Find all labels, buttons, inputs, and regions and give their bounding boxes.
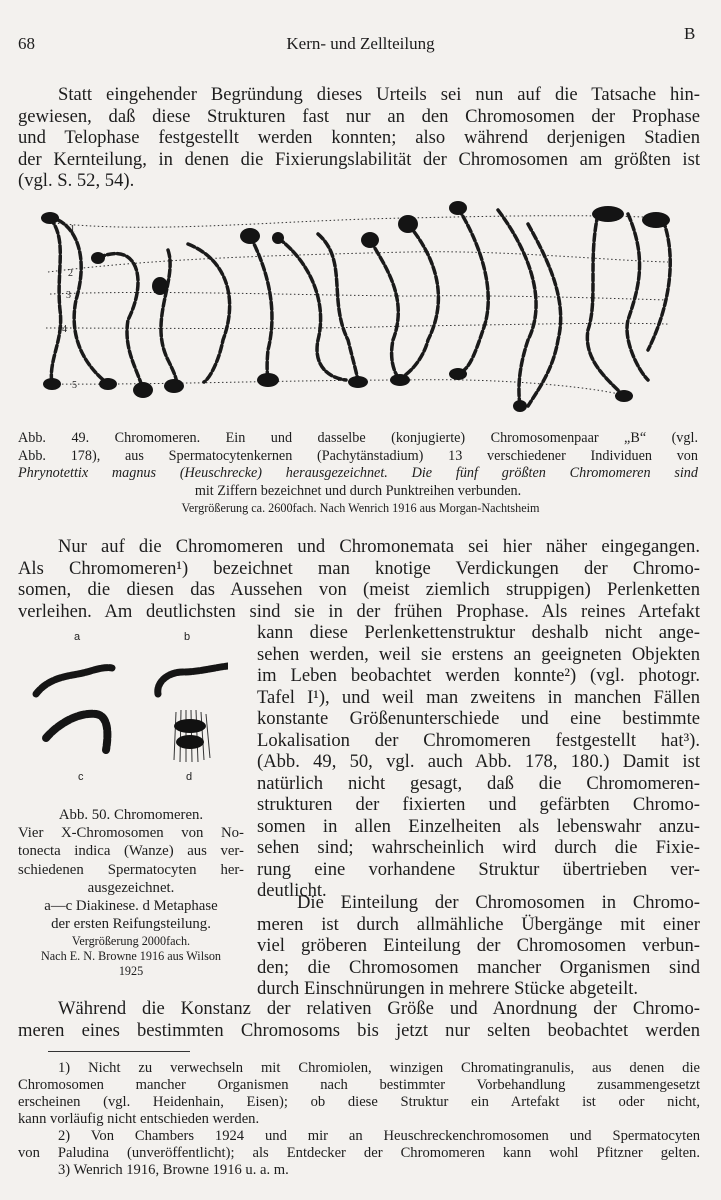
body-line: strukturen der fixierten und gefärbten Chromo- — [257, 794, 700, 815]
figure-50-chromosome-drawings — [28, 628, 228, 788]
body-line: konstante Größenunterschiede und eine bestimmte — [257, 708, 700, 729]
footnotes — [18, 1060, 700, 1179]
caption-line: mit Ziffern bezeichnet und durch Punktreihen verbunden. — [194, 482, 522, 499]
caption-line: Abb. 50. Chromomeren. — [58, 807, 204, 823]
caption-line: ausgezeichnet. — [87, 879, 175, 896]
panel-label-b: b — [184, 631, 191, 643]
corner-letter: B — [684, 24, 696, 43]
panel-label-d: d — [186, 771, 193, 783]
row-number: 2 — [68, 268, 73, 279]
row-number: 3 — [66, 290, 71, 301]
body-line: meren ist durch allmähliche Übergänge mit einer — [257, 913, 700, 935]
intro-line: (vgl. S. 52, 54). — [18, 170, 135, 191]
footnote-line: 2) Von Chambers 1924 und mir an Heuschreckenchromosomen und Spermatocyten — [58, 1128, 700, 1144]
body-line: rung eine vorhandene Struktur übertrieben ver- — [257, 858, 700, 880]
credit-line: Vergrößerung 2000fach. — [71, 934, 191, 948]
caption-line: Abb. 178), aus Spermatocytenkernen (Pachytänstadium) 13 verschiedener Individuen von — [18, 447, 698, 464]
intro-line: gewiesen, daß diese Strukturen fast nur an den Chromosomen der Prophase — [18, 105, 700, 127]
caption-line: schiedenen Spermatocyten her- — [18, 861, 244, 878]
row-number: 4 — [62, 324, 67, 335]
intro-paragraph — [18, 84, 700, 192]
figure-49-caption — [18, 430, 698, 500]
body-paragraph-2 — [257, 892, 700, 1000]
body-paragraph-1-narrow — [257, 622, 700, 902]
chromosome-a — [36, 668, 112, 694]
caption-line: Phrynotettix magnus (Heuschrecke) herausgezeichnet. Die fünf größten Chromomeren sind — [18, 465, 698, 481]
body-line: natürlich nicht gesagt, daß die Chromomeren- — [257, 772, 700, 794]
body-line: Als Chromomeren¹) bezeichnet man knotige Verdickungen der Chromo- — [18, 557, 700, 579]
body-line: viel gröberen Einteilung der Chromosomen verbun- — [257, 935, 700, 956]
footnote-line: von Paludina (unveröffentlicht); als Entdecker der Chromomeren kann wohl Pfitzner gelten. — [18, 1145, 700, 1161]
credit-line: Nach E. N. Browne 1916 aus Wilson — [40, 949, 222, 963]
body-line: sehen werden, weil sie erstens an geeigneten Objekten — [257, 643, 700, 665]
footnote-line: erscheinen (vgl. Heidenhain, Eisen); ob diese Struktur ein Artefakt ist oder nicht, — [18, 1094, 700, 1110]
intro-line: und Telophase festgestellt werden konnten; also während derjenigen Stadien — [18, 127, 700, 148]
body-line: meren eines bestimmten Chromosoms bis jetzt nur selten beobachtet werden — [18, 1019, 700, 1041]
caption-line: tonecta indica (Wanze) aus ver- — [18, 843, 244, 860]
row-number: 5 — [72, 380, 77, 391]
caption-line: der ersten Reifungsteilung. — [51, 916, 211, 933]
caption-line: Vier X-Chromosomen von No- — [18, 825, 244, 842]
body-line: durch Einschnürungen in mehrere Stücke abgeteilt. — [257, 978, 639, 999]
body-line: somen, die diesen das Aussehen von (meist ziemlich struppigen) Perlenketten — [18, 579, 700, 600]
body-line: Tafel I¹), und weil man zweitens in manchen Fällen — [257, 686, 700, 708]
chromosome-d-metaphase — [174, 710, 210, 762]
body-line: kann diese Perlenkettenstruktur deshalb nicht ange- — [257, 622, 700, 643]
body-line: Lokalisation der Chromomeren festgestellt hat³). — [257, 729, 700, 751]
body-paragraph-3 — [18, 998, 700, 1041]
intro-line: der Kernteilung, in denen die Fixierungslabilität der Chromosomen am größten ist — [18, 148, 700, 170]
footnote-rule — [48, 1051, 190, 1052]
body-line: deutlicht. — [257, 880, 327, 901]
caption-line: Abb. 49. Chromomeren. Ein und dasselbe (konjugierte) Chromosomenpaar „B“ (vgl. — [18, 430, 698, 446]
body-line: Die Einteilung der Chromosomen in Chromo- — [297, 892, 700, 913]
intro-line: Statt eingehender Begründung dieses Urteils sei nun auf die Tatsache hin- — [58, 84, 700, 105]
panel-label-c: c — [78, 771, 84, 783]
body-line: verleihen. Am deutlichsten sind sie in der frühen Prophase. Als reines Artefakt — [18, 600, 700, 622]
figure-49-chromomere-drawing — [28, 200, 688, 415]
footnote-line: 1) Nicht zu verwechseln mit Chromiolen, winzigen Chromatingranulis, aus denen die — [58, 1060, 700, 1076]
caption-line: a—c Diakinese. d Metaphase — [44, 898, 218, 915]
chromosome-c — [46, 714, 107, 750]
body-line: (Abb. 49, 50, vgl. auch Abb. 178, 180.) Damit ist — [257, 751, 700, 772]
footnote-line: kann vorläufig nicht entschieden werden. — [18, 1111, 260, 1127]
body-line: im Leben beobachtet werden konnte²) (vgl. photogr. — [257, 665, 700, 686]
footnote-line: 3) Wenrich 1916, Browne 1916 u. a. m. — [58, 1162, 289, 1178]
panel-label-a: a — [74, 631, 81, 643]
figure-50-caption — [18, 806, 244, 933]
page-number: 68 — [18, 34, 35, 53]
figure-49-credit: Vergrößerung ca. 2600fach. Nach Wenrich 1916 aus Morgan-Nachtsheim — [181, 501, 540, 515]
body-paragraph-1 — [18, 536, 700, 622]
body-line: den; die Chromosomen mancher Organismen sind — [257, 956, 700, 978]
chromosome-b — [158, 666, 228, 694]
running-title: Kern- und Zellteilung — [286, 34, 435, 53]
footnote-line: Chromosomen mancher Organismen nach bestimmter Vorbehandlung zusammengesetzt — [18, 1077, 700, 1093]
body-line: Während die Konstanz der relativen Größe und Anordnung der Chromo- — [58, 998, 700, 1019]
credit-line: 1925 — [118, 964, 144, 978]
body-line: sehen sind; wahrscheinlich wird durch die Fixie- — [257, 837, 700, 858]
figure-50-credit — [18, 934, 244, 979]
body-line: Nur auf die Chromomeren und Chromonemata sei hier näher eingegangen. — [58, 536, 700, 557]
row-number: 1 — [70, 224, 75, 235]
body-line: somen in allen Einzelheiten als lebenswahr anzu- — [257, 815, 700, 837]
